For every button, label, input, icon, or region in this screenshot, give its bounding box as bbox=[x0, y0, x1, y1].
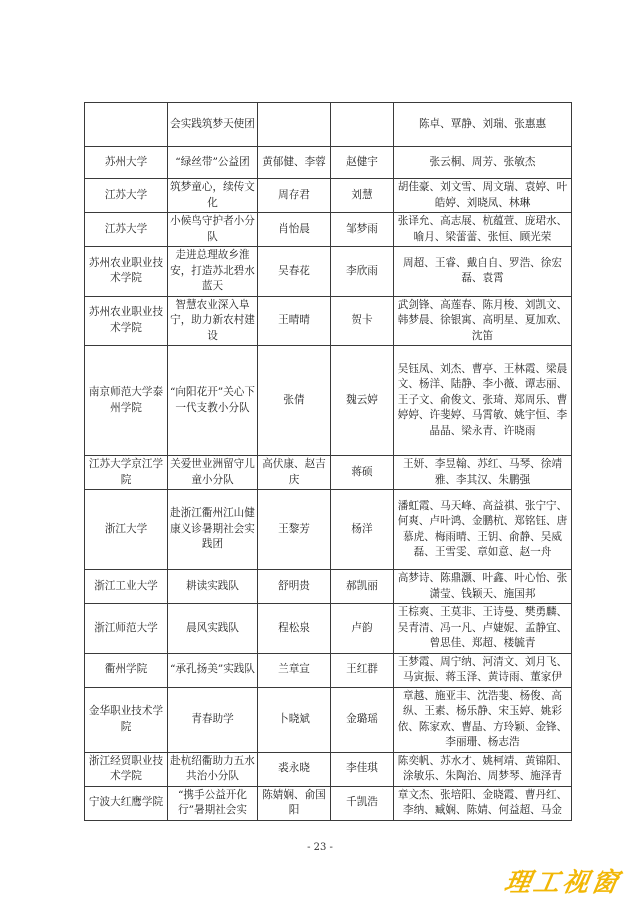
leader-cell: 杨洋 bbox=[331, 490, 394, 570]
leader-cell: 王红群 bbox=[331, 653, 394, 687]
team-name-cell: 会实践筑梦天使团 bbox=[168, 103, 258, 147]
team-name-cell: “向阳花开”关心下一代支教小分队 bbox=[168, 346, 258, 456]
teacher-cell: 陈婧娴、俞国阳 bbox=[258, 786, 331, 820]
members-cell: 章越、施亚丰、沈浩斐、杨俊、高纵、王素、杨乐静、宋玉婷、姚彩依、陈家欢、曹晶、方玲颖、金锋、李丽珊、杨志浩 bbox=[394, 687, 572, 752]
team-name-cell: “携手公益开化行”暑期社会实 bbox=[168, 786, 258, 820]
leader-cell: 千凯浩 bbox=[331, 786, 394, 820]
leader-cell: 郝凯丽 bbox=[331, 570, 394, 604]
team-name-cell: “承孔扬美”实践队 bbox=[168, 653, 258, 687]
school-cell: 衢州学院 bbox=[85, 653, 168, 687]
members-cell: 陈卓、覃静、刘瑞、张惠惠 bbox=[394, 103, 572, 147]
school-cell: 宁波大红鹰学院 bbox=[85, 786, 168, 820]
team-name-cell: 关爱世业洲留守儿童小分队 bbox=[168, 456, 258, 490]
school-cell: 江苏大学京江学院 bbox=[85, 456, 168, 490]
teacher-cell: 裘永晓 bbox=[258, 752, 331, 786]
teacher-cell: 高伏康、赵吉庆 bbox=[258, 456, 331, 490]
members-cell: 王妍、李昱翰、苏红、马琴、徐靖雅、李其汉、朱鹏强 bbox=[394, 456, 572, 490]
team-name-cell: “绿丝带”公益团 bbox=[168, 147, 258, 179]
team-name-cell: 耕读实践队 bbox=[168, 570, 258, 604]
table-row bbox=[85, 147, 572, 179]
leader-cell: 赵健宇 bbox=[331, 147, 394, 179]
team-name-cell: 晨风实践队 bbox=[168, 604, 258, 654]
watermark-logo: 理工视窗 bbox=[501, 868, 624, 898]
table-row bbox=[85, 346, 572, 456]
members-cell: 张云桐、周芳、张敏杰 bbox=[394, 147, 572, 179]
teacher-cell: 王晴晴 bbox=[258, 296, 331, 346]
leader-cell: 贺卡 bbox=[331, 296, 394, 346]
table-row bbox=[85, 570, 572, 604]
school-cell: 浙江大学 bbox=[85, 490, 168, 570]
team-name-cell: 智慧农业深入阜宁，助力新农村建设 bbox=[168, 296, 258, 346]
members-cell: 王棕爽、王莫非、王诗曼、樊勇麟、吴青清、冯一凡、卢婕妮、孟静宜、曾思佳、郑超、楼毓青 bbox=[394, 604, 572, 654]
leader-cell: 刘慧 bbox=[331, 179, 394, 213]
members-cell: 周超、王睿、戴自自、罗浩、徐宏磊、袁霄 bbox=[394, 247, 572, 297]
members-cell: 王梦霞、周宁纳、河清文、刘月飞、马寅振、蒋玉泽、黄诗雨、董家伊 bbox=[394, 653, 572, 687]
leader-cell bbox=[331, 103, 394, 147]
school-cell: 南京师范大学泰州学院 bbox=[85, 346, 168, 456]
table-row bbox=[85, 653, 572, 687]
members-cell: 章文杰、张培阳、金晓霞、曹丹红、李纳、臧娴、陈婧、何益超、马金 bbox=[394, 786, 572, 820]
members-cell: 高梦诗、陈鼎灏、叶鑫、叶心怡、张潇莹、钱颖天、施国邦 bbox=[394, 570, 572, 604]
teacher-cell: 舒明贵 bbox=[258, 570, 331, 604]
table-row bbox=[85, 296, 572, 346]
teacher-cell: 程松泉 bbox=[258, 604, 331, 654]
members-cell: 潘虹霞、马天峰、高益祺、张宁宁、何爽、卢叶鸿、金鹏杭、郑铭钰、唐慕虎、梅雨晴、王钥、俞静、吴威磊、王雪雯、章如意、赵一舟 bbox=[394, 490, 572, 570]
leader-cell: 金璐瑶 bbox=[331, 687, 394, 752]
school-cell: 苏州大学 bbox=[85, 147, 168, 179]
leader-cell: 蒋硕 bbox=[331, 456, 394, 490]
table-row bbox=[85, 752, 572, 786]
members-cell: 吴钰凤、刘杰、曹亭、王林霞、梁晨文、杨洋、陆静、李小薇、谭志丽、王子文、俞俊文、张琦、郑周乐、曹婷婷、许斐婷、马霄敏、姚宇恒、李晶晶、梁永青、许晓雨 bbox=[394, 346, 572, 456]
table-row bbox=[85, 103, 572, 147]
school-cell: 江苏大学 bbox=[85, 179, 168, 213]
table-row bbox=[85, 786, 572, 820]
table-row bbox=[85, 490, 572, 570]
teacher-cell: 卜晓斌 bbox=[258, 687, 331, 752]
leader-cell: 李佳琪 bbox=[331, 752, 394, 786]
members-cell: 胡佳豪、刘文雪、周文瑞、袁婷、叶皓婷、刘晓凤、林琳 bbox=[394, 179, 572, 213]
teacher-cell: 张倩 bbox=[258, 346, 331, 456]
school-cell: 浙江工业大学 bbox=[85, 570, 168, 604]
teacher-cell: 吴春花 bbox=[258, 247, 331, 297]
school-cell: 苏州农业职业技术学院 bbox=[85, 247, 168, 297]
teacher-cell bbox=[258, 103, 331, 147]
table-row bbox=[85, 604, 572, 654]
school-cell: 江苏大学 bbox=[85, 213, 168, 247]
table-row bbox=[85, 687, 572, 752]
school-cell: 金华职业技术学院 bbox=[85, 687, 168, 752]
leader-cell: 魏云婷 bbox=[331, 346, 394, 456]
leader-cell: 卢韵 bbox=[331, 604, 394, 654]
table-row bbox=[85, 213, 572, 247]
teacher-cell: 兰章宣 bbox=[258, 653, 331, 687]
page-number: - 23 - bbox=[307, 842, 333, 853]
team-name-cell: 赴浙江衢州江山健康义诊暑期社会实践团 bbox=[168, 490, 258, 570]
members-cell: 陈奕帆、苏水才、姚柯靖、黄锦阳、涂敏乐、朱陶治、周梦琴、施泽青 bbox=[394, 752, 572, 786]
members-cell: 武剑锋、高莲春、陈月梭、刘凯文、韩梦晨、徐银寓、高明星、夏加欢、沈笛 bbox=[394, 296, 572, 346]
members-cell: 张译允、高志展、杭蕴萱、庞珺水、喻月、梁蕾蕾、张恒、顾光荣 bbox=[394, 213, 572, 247]
school-cell: 苏州农业职业技术学院 bbox=[85, 296, 168, 346]
table-row bbox=[85, 456, 572, 490]
team-name-cell: 赴杭绍衢助力五水共治小分队 bbox=[168, 752, 258, 786]
teacher-cell: 王黎芳 bbox=[258, 490, 331, 570]
table-row bbox=[85, 179, 572, 213]
school-cell: 浙江师范大学 bbox=[85, 604, 168, 654]
school-cell: 浙江经贸职业技术学院 bbox=[85, 752, 168, 786]
team-name-cell: 小候鸟守护者小分队 bbox=[168, 213, 258, 247]
team-name-cell: 走进总理故乡淮安，打造苏北碧水蓝天 bbox=[168, 247, 258, 297]
team-table-body bbox=[85, 103, 572, 821]
teacher-cell: 周存君 bbox=[258, 179, 331, 213]
leader-cell: 邹梦雨 bbox=[331, 213, 394, 247]
team-name-cell: 筑梦童心，续传文化 bbox=[168, 179, 258, 213]
teacher-cell: 黄郁健、李蓉 bbox=[258, 147, 331, 179]
teacher-cell: 肖怡晨 bbox=[258, 213, 331, 247]
team-table bbox=[84, 102, 572, 821]
school-cell bbox=[85, 103, 168, 147]
team-name-cell: 青春助学 bbox=[168, 687, 258, 752]
table-row bbox=[85, 247, 572, 297]
leader-cell: 李欣雨 bbox=[331, 247, 394, 297]
